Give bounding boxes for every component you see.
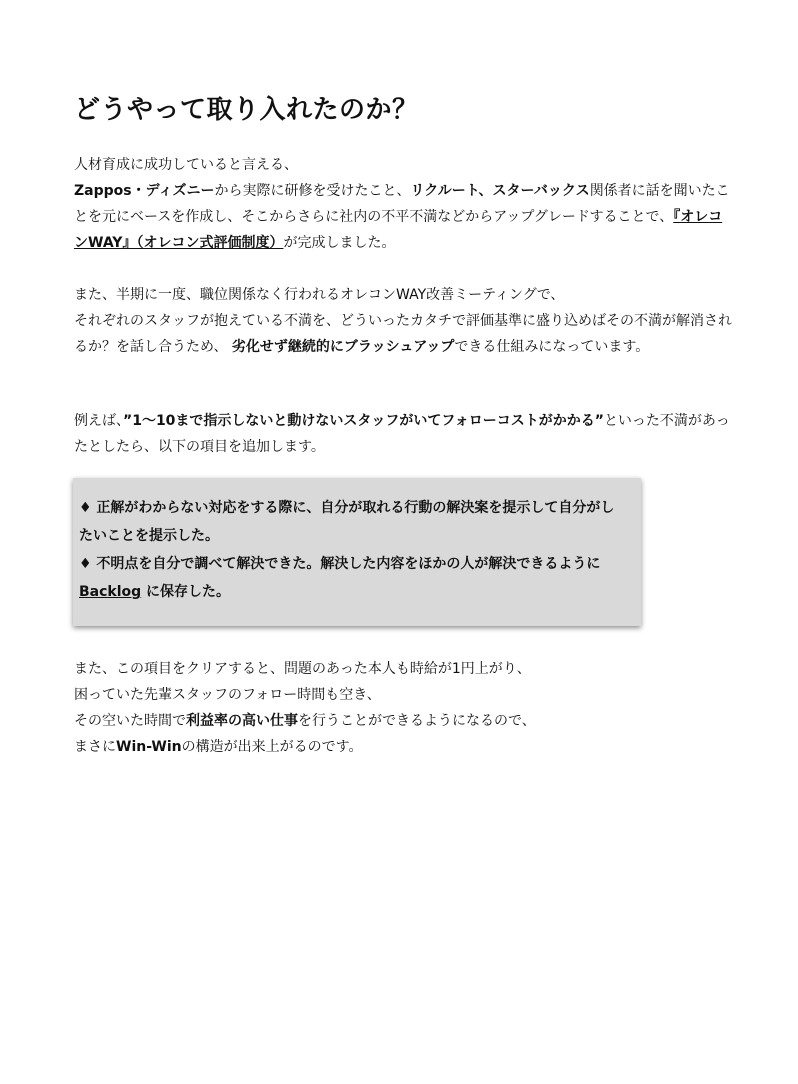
p3-text2: といった不満があったとしたら、以下の項目を追加します。: [74, 413, 730, 455]
p4-line3-bold: 利益率の高い仕事: [186, 713, 298, 729]
p4-line4b: の構造が出来上がるのです。: [181, 739, 363, 755]
p1-zappos: Zappos・ディズニー: [74, 183, 215, 199]
p3-bold: ”1〜10まで指示しないと動けないスタッフがいてフォローコストがかかる”: [123, 413, 604, 429]
p2-bold: 劣化せず継続的にブラッシュアップ: [231, 339, 455, 355]
p2-text3: できる仕組みになっています。: [454, 339, 650, 355]
evaluation-item-2: [79, 550, 623, 606]
orecon-way-link[interactable]: 『オレコンWAY』（オレコン式評価制度）: [74, 209, 723, 251]
page-title: どうやって取り入れたのか？: [74, 95, 419, 125]
p1-line1: 人材育成に成功していると言える、: [74, 157, 298, 173]
p3-text1: 例えば、: [74, 413, 123, 429]
p2-text2: それぞれのスタッフが抱えている不満を、どういったカタチで評価基準に盛り込めばその不満が解消されるか？を話し合うため、: [74, 313, 732, 355]
p4-line4-bold: Win-Win: [116, 739, 182, 755]
p2-text1: また、半期に一度、職位関係なく行われるオレコンWAY改善ミーティングで、: [74, 287, 565, 303]
p4-line4a: まさに: [74, 739, 116, 755]
paragraph-result: [74, 656, 734, 760]
p4-line1: また、この項目をクリアすると、問題のあった本人も時給が1円上がり、: [74, 661, 531, 677]
paragraph-meeting: [74, 282, 734, 360]
p1-text2: 関係者に話を聞いたことを元にベースを作成し、そこからさらに社内の不平不満などからアップグレードすることで、: [74, 183, 730, 225]
p1-text1: から実際に研修を受けたこと、: [214, 183, 411, 199]
paragraph-example: [74, 408, 734, 460]
p1-text3: が完成しました。: [283, 235, 396, 251]
backlog-link[interactable]: Backlog: [79, 584, 142, 600]
evaluation-items-box: [73, 478, 641, 626]
item2-text-b: に保存した。: [141, 584, 231, 600]
p1-recruit: リクルート、スターバックス: [410, 183, 590, 199]
item2-text-a: ♦ 不明点を自分で調べて解決できた。解決した内容をほかの人が解決できるように: [79, 556, 601, 572]
p4-line2: 困っていた先輩スタッフのフォロー時間も空き、: [74, 687, 381, 703]
paragraph-origin: [74, 152, 734, 256]
p4-line3a: その空いた時間で: [74, 713, 186, 729]
p4-line3b: を行うことができるようになるので、: [298, 713, 536, 729]
evaluation-item-1: ♦ 正解がわからない対応をする際に、自分が取れる行動の解決案を提示して自分がしたいことを提示した。: [79, 500, 615, 544]
